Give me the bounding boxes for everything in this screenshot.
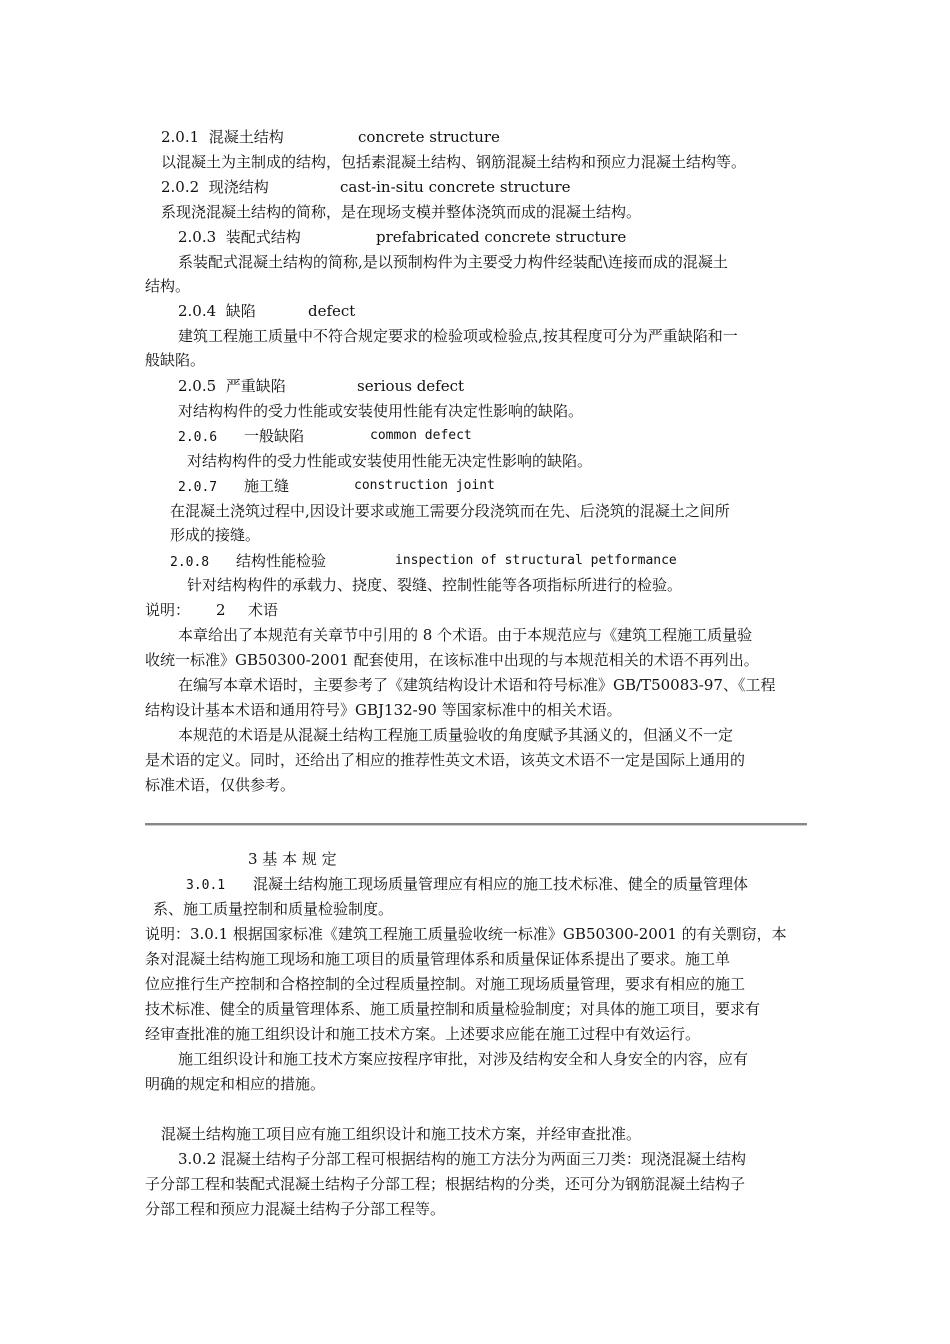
term-definition-cont: 形成的接缝。 [170, 526, 261, 544]
paragraph-line: 明确的规定和相应的措施。 [145, 1075, 326, 1093]
clause-number: 3.0.1 [186, 878, 226, 893]
term-definition: 以混凝土为主制成的结构，包括素混凝土结构、钢筋混凝土结构和预应力混凝土结构等。 [161, 153, 747, 171]
paragraph-line: 分部工程和预应力混凝土结构子分部工程等。 [145, 1200, 446, 1218]
term-english: inspection of structural petformance [395, 553, 677, 568]
clause-text: 混凝土结构施工现场质量管理应有相应的施工技术标准、健全的质量管理体 [253, 875, 749, 893]
term-chinese: 结构性能检验 [236, 552, 327, 570]
term-definition: 对结构构件的受力性能或安装使用性能无决定性影响的缺陷。 [187, 452, 593, 470]
paragraph-line: 收统一标准》GB50300-2001 配套使用，在该标准中出现的与本规范相关的术语不再列出。 [145, 651, 759, 669]
term-2-0-6-heading [178, 426, 472, 448]
term-definition: 系装配式混凝土结构的简称,是以预制构件为主要受力构件经装配\连接而成的混凝土 [178, 253, 728, 271]
term-definition-cont: 般缺陷。 [145, 351, 206, 369]
explanation-label: 说明： [145, 601, 191, 619]
term-number: 2.0.5 [178, 377, 217, 395]
term-2-0-4-heading [178, 301, 356, 321]
term-english: concrete structure [358, 128, 500, 146]
term-2-0-8-heading [170, 551, 677, 573]
term-english: serious defect [357, 377, 465, 395]
chapter-title: 术语 [248, 601, 279, 619]
term-number: 2.0.1 [161, 128, 200, 146]
term-chinese: 严重缺陷 [225, 377, 286, 395]
clause-3-0-1 [186, 874, 749, 896]
term-english: prefabricated concrete structure [376, 228, 627, 246]
paragraph-line: 说明：3.0.1 根据国家标准《建筑工程施工质量验收统一标准》GB50300-2001 的有关剽窃，本 [145, 925, 787, 943]
paragraph-line: 结构设计基本术语和通用符号》GBJ132-90 等国家标准中的相关术语。 [145, 701, 622, 719]
term-definition: 针对结构构件的承载力、挠度、裂缝、控制性能等各项指标所进行的检验。 [187, 576, 683, 594]
paragraph-line: 是术语的定义。同时，还给出了相应的推荐性英文术语，该英文术语不一定是国际上通用的 [145, 751, 746, 769]
paragraph-line: 条对混凝土结构施工现场和施工项目的质量管理体系和质量保证体系提出了要求。施工单 [145, 950, 731, 968]
term-2-0-1-heading [161, 127, 500, 147]
term-chinese: 装配式结构 [225, 228, 301, 246]
section-divider [145, 823, 807, 826]
term-number: 2.0.6 [178, 430, 218, 445]
term-chinese: 现浇结构 [208, 178, 269, 196]
term-english: construction joint [354, 478, 495, 493]
paragraph-line: 本规范的术语是从混凝土结构工程施工质量验收的角度赋予其涵义的，但涵义不一定 [178, 726, 734, 744]
term-definition: 在混凝土浇筑过程中,因设计要求或施工需要分段浇筑而在先、后浇筑的混凝土之间所 [170, 502, 730, 520]
explanation-heading [145, 600, 279, 620]
term-definition: 建筑工程施工质量中不符合规定要求的检验项或检验点,按其程度可分为严重缺陷和一 [178, 327, 738, 345]
term-2-0-3-heading [178, 227, 627, 247]
term-number: 2.0.8 [170, 555, 210, 570]
term-number: 2.0.3 [178, 228, 217, 246]
paragraph-line: 经审查批准的施工组织设计和施工技术方案。上述要求应能在施工过程中有效运行。 [145, 1025, 701, 1043]
term-chinese: 施工缝 [244, 477, 290, 495]
paragraph-line: 混凝土结构施工项目应有施工组织设计和施工技术方案，并经审查批准。 [161, 1125, 642, 1143]
term-definition: 对结构构件的受力性能或安装使用性能有决定性影响的缺陷。 [178, 402, 584, 420]
term-chinese: 一般缺陷 [244, 427, 305, 445]
paragraph-line: 标准术语，仅供参考。 [145, 776, 296, 794]
term-2-0-7-heading [178, 476, 495, 498]
term-english: common defect [370, 428, 472, 443]
term-number: 2.0.4 [178, 302, 217, 320]
paragraph-line: 子分部工程和装配式混凝土结构子分部工程；根据结构的分类，还可分为钢筋混凝土结构子 [145, 1175, 746, 1193]
paragraph-line: 施工组织设计和施工技术方案应按程序审批，对涉及结构安全和人身安全的内容，应有 [178, 1050, 749, 1068]
clause-3-0-2: 3.0.2 混凝土结构子分部工程可根据结构的施工方法分为两面三刀类：现浇混凝土结构 [178, 1150, 746, 1168]
term-english: defect [308, 302, 356, 320]
chapter-heading: 3 基 本 规 定 [248, 850, 337, 868]
term-definition: 系现浇混凝土结构的简称，是在现场支模并整体浇筑而成的混凝土结构。 [161, 203, 642, 221]
paragraph-line: 本章给出了本规范有关章节中引用的 8 个术语。由于本规范应与《建筑工程施工质量验 [178, 626, 753, 644]
chapter-number: 2 [216, 601, 226, 619]
term-definition-cont: 结构。 [145, 277, 191, 295]
term-2-0-2-heading [161, 177, 571, 197]
term-chinese: 缺陷 [225, 302, 256, 320]
term-2-0-5-heading [178, 376, 465, 396]
term-chinese: 混凝土结构 [208, 128, 284, 146]
clause-text-cont: 系、施工质量控制和质量检验制度。 [153, 900, 394, 918]
term-number: 2.0.2 [161, 178, 200, 196]
paragraph-line: 技术标准、健全的质量管理体系、施工质量控制和质量检验制度；对具体的施工项目，要求有 [145, 1000, 761, 1018]
term-english: cast-in-situ concrete structure [340, 178, 571, 196]
term-number: 2.0.7 [178, 480, 218, 495]
paragraph-line: 位应推行生产控制和合格控制的全过程质量控制。对施工现场质量管理，要求有相应的施工 [145, 975, 746, 993]
paragraph-line: 在编写本章术语时，主要参考了《建筑结构设计术语和符号标准》GB/T50083-97、《工程 [178, 676, 776, 694]
